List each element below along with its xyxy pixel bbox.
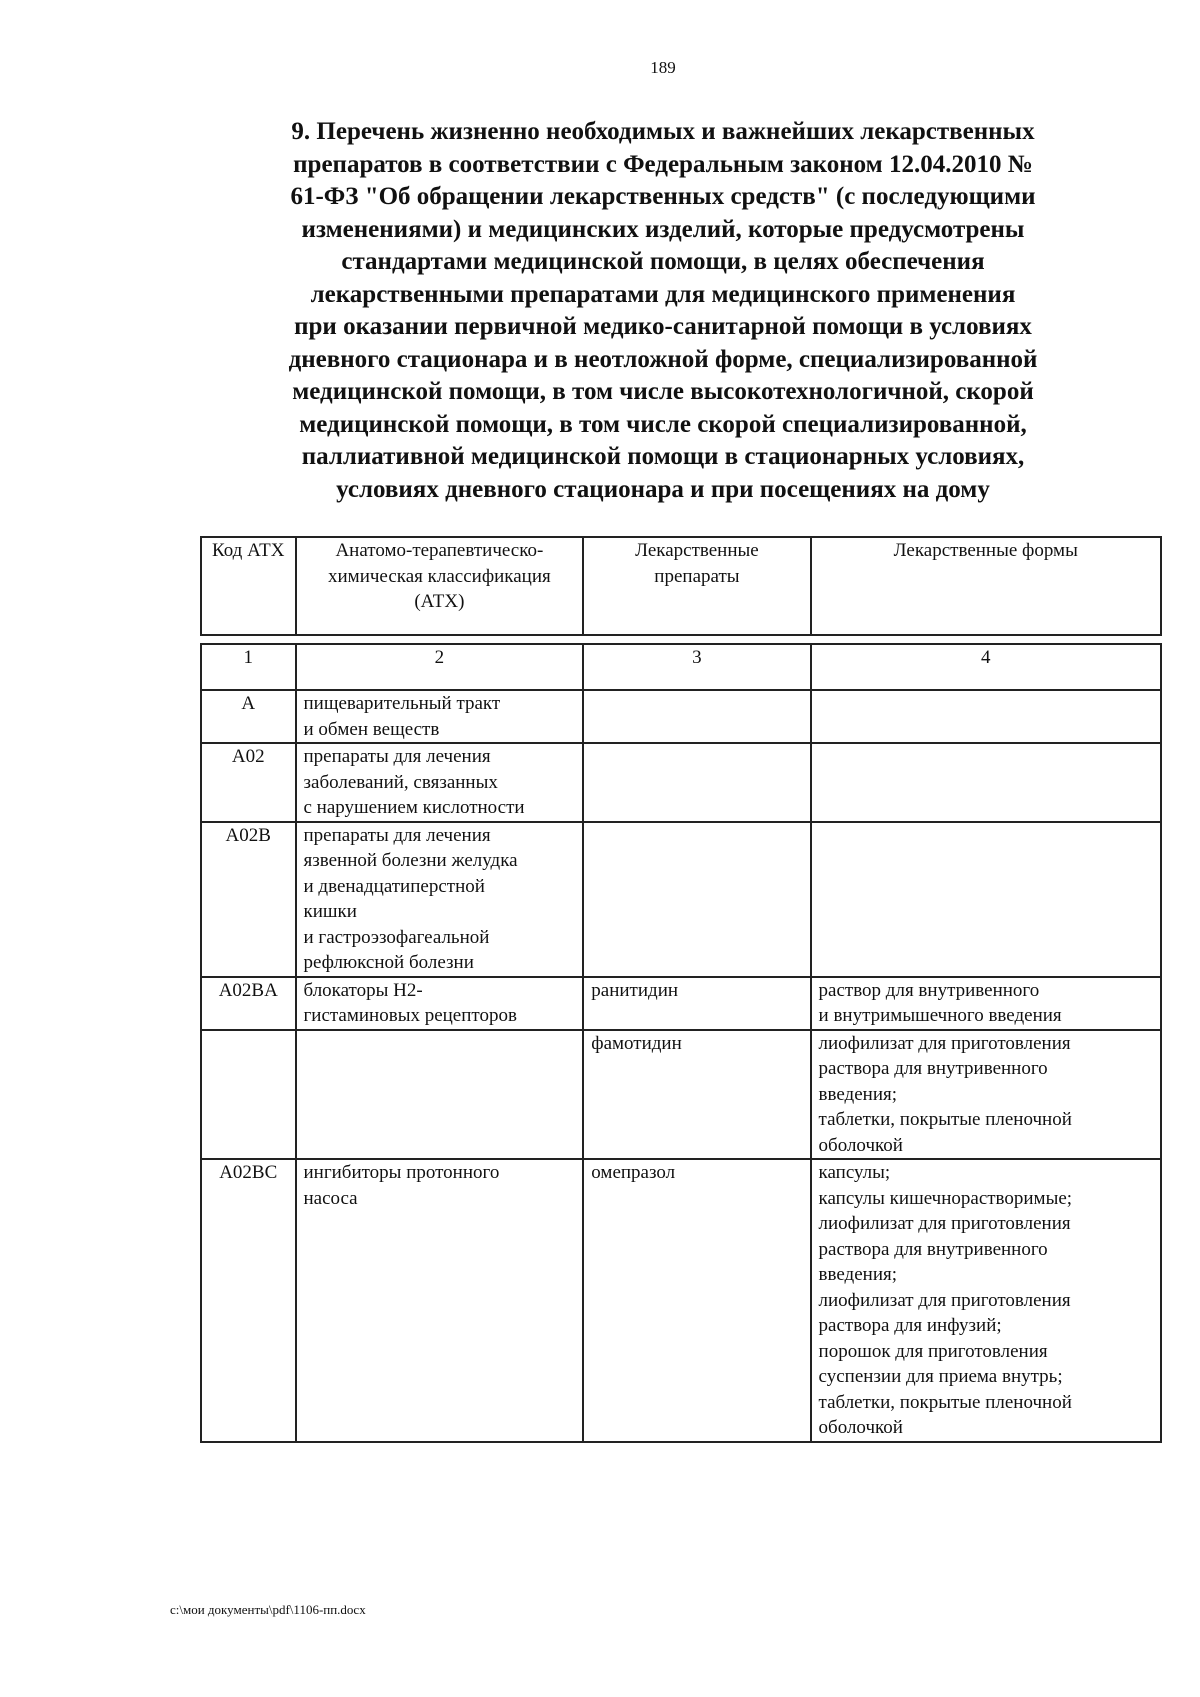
table-row [201,690,1161,743]
title-line: медицинской помощи, в том числе скорой специализированной, [299,410,1027,438]
cell-line: насоса [303,1187,358,1209]
column-number: 4 [811,644,1161,690]
header-text: химическая классификация [328,565,551,587]
cell-line: оболочкой [818,1134,903,1156]
title-line: при оказании первичной медико-санитарной помощи в условиях [294,313,1032,340]
cell-line: лиофилизат для приготовления [818,1032,1071,1054]
cell-line: лиофилизат для приготовления [818,1213,1071,1234]
classification-cell [296,1030,584,1160]
column-number: 3 [583,644,810,690]
cell-line: суспензии для приема внутрь; [818,1366,1063,1387]
cell-line: раствора для внутривенного [818,1058,1048,1079]
drug-cell [583,1159,810,1442]
classification-cell [296,822,584,977]
header-text: препараты [654,565,740,587]
cell-line: таблетки, покрытые пленочной [818,1109,1072,1130]
cell-line: раствора для инфузий; [818,1315,1002,1336]
cell-line: фамотидин [591,1032,682,1054]
cell-line: заболеваний, связанных [303,771,498,793]
cell-line: ингибиторы протонного [303,1162,500,1183]
cell-line: ранитидин [591,979,679,1001]
cell-line: и внутримышечного введения [818,1005,1062,1026]
title-line: медицинской помощи, в том числе высокотехнологичной, скорой [292,378,1034,405]
column-number: 1 [201,644,296,690]
table-header [200,536,1162,636]
header-cell-code [201,537,296,635]
title-line: стандартами медицинской помощи, в целях обеспечения [341,248,985,275]
cell-line: капсулы; [818,1162,891,1183]
header-text: (АТХ) [414,591,465,612]
table-row [201,822,1161,977]
code-cell: A02BA [201,977,296,1030]
table-row [201,977,1161,1030]
classification-cell [296,743,584,822]
drug-cell [583,822,810,977]
cell-line: рефлюксной болезни [303,952,474,973]
classification-cell [296,1159,584,1442]
cell-line: раствора для внутривенного [818,1238,1048,1260]
document-title [225,116,1101,506]
title-line: препаратов в соответствии с Федеральным законом 12.04.2010 № [293,150,1033,178]
column-number: 2 [296,644,584,690]
cell-line: и гастроэзофагеальной [303,926,490,948]
cell-line: порошок для приготовления [818,1340,1048,1362]
title-line: изменениями) и медицинских изделий, которые предусмотрены [301,215,1025,243]
column-number-row [201,644,1161,690]
forms-cell [811,690,1161,743]
code-cell: А [201,690,296,743]
cell-line: оболочкой [818,1417,903,1438]
title-line: дневного стационара и в неотложной форме, специализированной [288,345,1038,373]
header-text: Анатомо-терапевтическо- [335,540,544,561]
forms-cell [811,822,1161,977]
drug-cell [583,1030,810,1160]
cell-line: язвенной болезни желудка [303,850,518,871]
classification-cell [296,977,584,1030]
drug-cell [583,690,810,743]
title-line: условиях дневного стационара и при посещениях на дому [336,475,990,503]
header-cell-classification [296,537,584,635]
title-line: лекарственными препаратами для медицинского применения [310,280,1016,308]
title-line: паллиативной медицинской помощи в стационарных условиях, [301,443,1025,470]
forms-cell [811,743,1161,822]
cell-line: с нарушением кислотности [303,797,525,818]
file-path-footer: c:\мои документы\pdf\1106-пп.docx [170,1602,366,1617]
cell-line: таблетки, покрытые пленочной [818,1391,1072,1413]
cell-line: пищеварительный тракт [303,693,501,714]
header-cell-drugs [583,537,810,635]
forms-cell [811,1159,1161,1442]
header-cell-forms [811,537,1161,635]
code-cell: A02BC [201,1159,296,1442]
cell-line: и двенадцатиперстной [303,875,485,897]
cell-line: введения; [818,1083,897,1105]
table-row [201,1030,1161,1160]
page-number: 189 [650,58,676,77]
code-cell [201,1030,296,1160]
cell-line: блокаторы H2- [303,979,423,1001]
cell-line: лиофилизат для приготовления [818,1289,1071,1311]
header-text: Лекарственные формы [893,540,1078,561]
drug-cell [583,977,810,1030]
title-line: 9. Перечень жизненно необходимых и важнейших лекарственных [291,118,1035,145]
cell-line: препараты для лечения [303,746,491,767]
forms-cell [811,977,1161,1030]
cell-line: препараты для лечения [303,824,491,846]
classification-cell [296,690,584,743]
code-cell: A02B [201,822,296,977]
cell-line: раствор для внутривенного [818,979,1040,1001]
cell-line: омепразол [591,1162,676,1183]
header-row [201,537,1161,635]
cell-line: гистаминовых рецепторов [303,1005,517,1026]
title-line: 61-ФЗ "Об обращении лекарственных средств" (с последующими [290,183,1036,210]
atx-table [200,643,1162,1443]
header-text: Код АТХ [212,540,285,561]
cell-line: и обмен веществ [303,718,440,740]
forms-cell [811,1030,1161,1160]
table-row [201,743,1161,822]
header-text: Лекарственные [635,540,759,561]
drug-cell [583,743,810,822]
cell-line: введения; [818,1264,897,1285]
cell-line: кишки [303,901,357,922]
table-row [201,1159,1161,1442]
code-cell: A02 [201,743,296,822]
cell-line: капсулы кишечнорастворимые; [818,1187,1073,1209]
